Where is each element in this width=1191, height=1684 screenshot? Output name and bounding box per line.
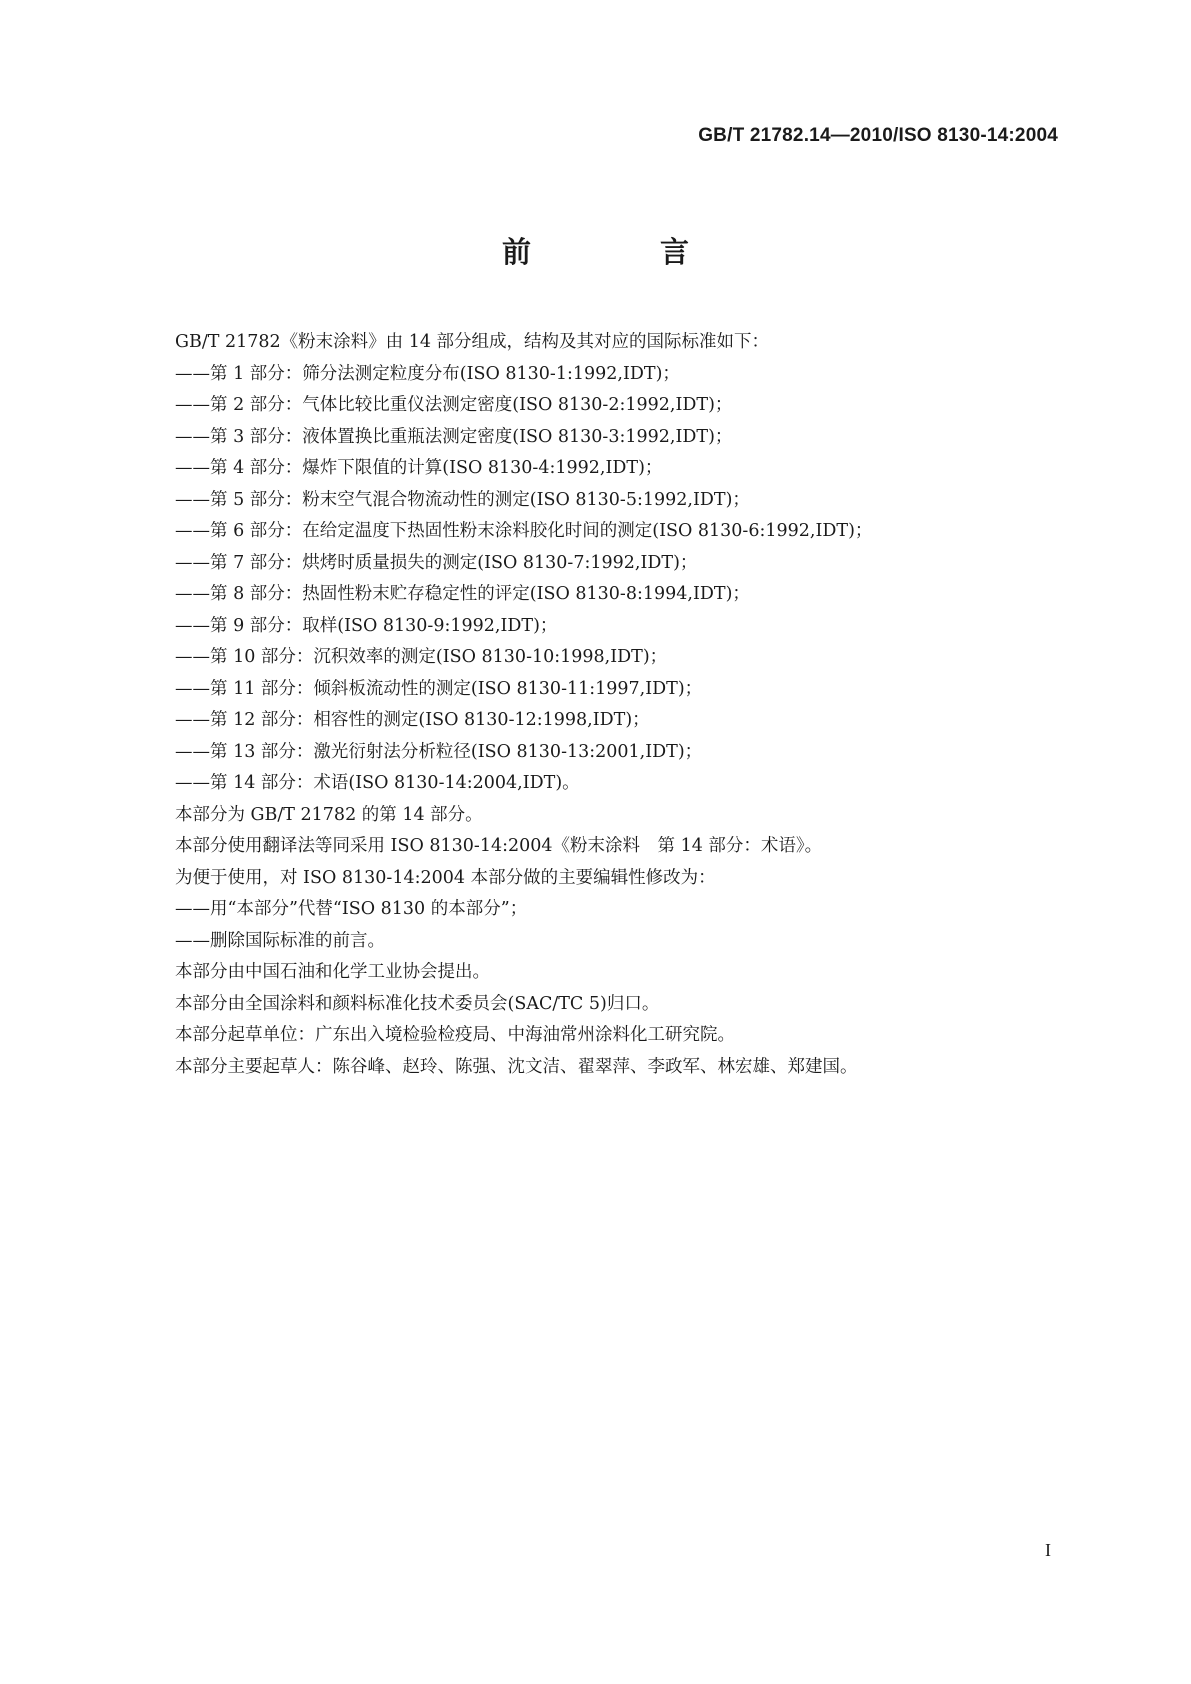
part-list-item: ——第 12 部分：相容性的测定(ISO 8130-12:1998,IDT)；	[175, 710, 650, 730]
body-text	[175, 327, 1075, 1083]
part-list-item: ——第 8 部分：热固性粉末贮存稳定性的评定(ISO 8130-8:1994,IDT)；	[175, 584, 750, 604]
page-title: 前 言	[501, 235, 739, 269]
part-list-item: ——第 6 部分：在给定温度下热固性粉末涂料胶化时间的测定(ISO 8130-6:1992,IDT)；	[175, 521, 873, 541]
part-list-item: ——第 2 部分：气体比较比重仪法测定密度(ISO 8130-2:1992,IDT)；	[175, 395, 733, 415]
page-number: I	[1045, 1540, 1051, 1560]
part-list-item: ——第 4 部分：爆炸下限值的计算(ISO 8130-4:1992,IDT)；	[175, 458, 663, 478]
modification-list-item: ——用“本部分”代替“ISO 8130 的本部分”；	[175, 899, 528, 919]
paragraph: 本部分使用翻译法等同采用 ISO 8130-14:2004《粉末涂料 第 14 部分：术语》。	[175, 836, 823, 856]
part-list-item: ——第 11 部分：倾斜板流动性的测定(ISO 8130-11:1997,IDT)；	[175, 678, 703, 699]
part-list-item: ——第 9 部分：取样(ISO 8130-9:1992,IDT)；	[175, 615, 558, 636]
paragraph: 本部分为 GB/T 21782 的第 14 部分。	[175, 804, 483, 825]
paragraph: 本部分起草单位：广东出入境检验检疫局、中海油常州涂料化工研究院。	[175, 1025, 735, 1045]
part-list-item: ——第 3 部分：液体置换比重瓶法测定密度(ISO 8130-3:1992,IDT)；	[175, 426, 733, 447]
part-list-item: ——第 7 部分：烘烤时质量损失的测定(ISO 8130-7:1992,IDT)；	[175, 552, 698, 573]
part-list-item: ——第 13 部分：激光衍射法分析粒径(ISO 8130-13:2001,IDT)；	[175, 741, 703, 762]
part-list-item: ——第 5 部分：粉末空气混合物流动性的测定(ISO 8130-5:1992,IDT)；	[175, 489, 750, 510]
paragraph: 本部分由全国涂料和颜料标准化技术委员会(SAC/TC 5)归口。	[175, 993, 660, 1014]
part-list-item: ——第 14 部分：术语(ISO 8130-14:2004,IDT)。	[175, 773, 580, 793]
intro-line: GB/T 21782《粉末涂料》由 14 部分组成，结构及其对应的国际标准如下：	[175, 332, 770, 352]
paragraph: 为便于使用，对 ISO 8130-14:2004 本部分做的主要编辑性修改为：	[175, 867, 716, 888]
paragraph: 本部分由中国石油和化学工业协会提出。	[175, 962, 490, 982]
part-list-item: ——第 1 部分：筛分法测定粒度分布(ISO 8130-1:1992,IDT)；	[175, 363, 680, 384]
standard-code: GB/T 21782.14—2010/ISO 8130-14:2004	[698, 125, 1058, 146]
part-list-item: ——第 10 部分：沉积效率的测定(ISO 8130-10:1998,IDT)；	[175, 647, 668, 667]
paragraph: 本部分主要起草人：陈谷峰、赵玲、陈强、沈文洁、翟翠萍、李政军、林宏雄、郑建国。	[175, 1056, 858, 1077]
modification-list-item: ——删除国际标准的前言。	[175, 930, 385, 951]
